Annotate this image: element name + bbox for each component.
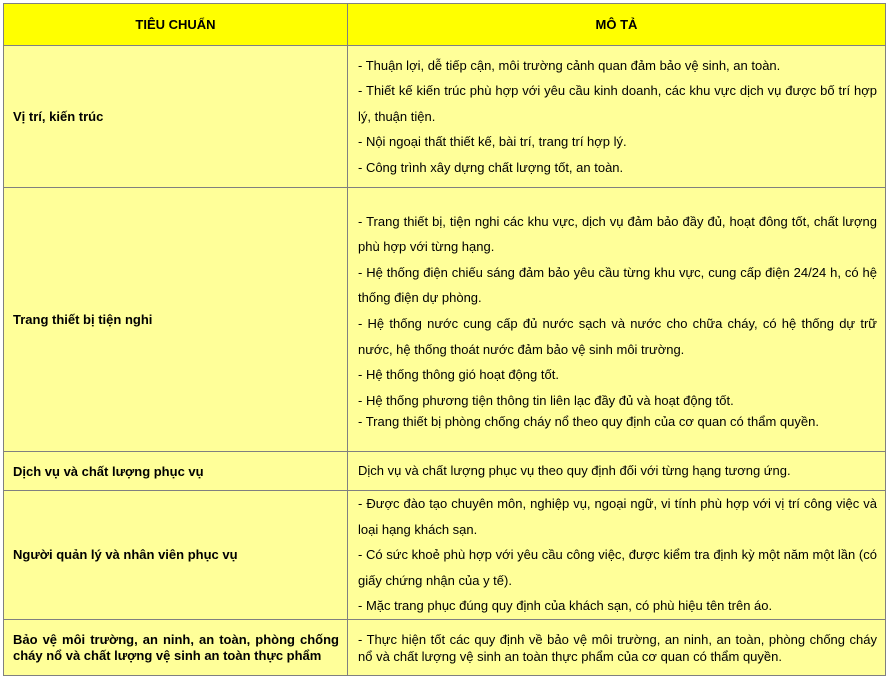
criterion-cell: Trang thiết bị tiện nghi [4,188,348,452]
standards-table [3,3,886,676]
description-line: - Công trình xây dựng chất lượng tốt, an toàn. [358,159,624,175]
header-row [4,4,886,46]
description-line: - Nội ngoại thất thiết kế, bài trí, trang trí hợp lý. [358,134,627,150]
description-line: - Hệ thống thông gió hoạt động tốt. [358,367,559,383]
description-line: - Thực hiện tốt các quy định về bảo vệ môi trường, an ninh, an toàn, phòng chống cháy nổ và chất lượng vệ sinh an toàn thực phẩm của cơ quan có thẩm quyền. [358,632,877,665]
table-row [4,188,886,452]
criterion-cell: Vị trí, kiến trúc [4,46,348,188]
description-line: - Thiết kế kiến trúc phù hợp với yêu cầu kinh doanh, các khu vực dịch vụ được bố trí hợp lý, thuận tiện. [358,83,877,124]
description-line: - Thuận lợi, dễ tiếp cận, môi trường cảnh quan đảm bảo vệ sinh, an toàn. [358,57,781,73]
description-line: - Có sức khoẻ phù hợp với yêu cầu công việc, được kiểm tra định kỳ một năm một lần (có giấy chứng nhận của y tế). [358,547,877,588]
description-cell [348,452,886,491]
table-row [4,46,886,188]
criterion-cell: Dịch vụ và chất lượng phục vụ [4,452,348,491]
description-line: - Trang thiết bị, tiện nghi các khu vực, dịch vụ đảm bảo đầy đủ, hoạt đông tốt, chất lượng phù hợp với từng hạng. [358,213,877,255]
description-line: - Trang thiết bị phòng chống cháy nổ theo quy định của cơ quan có thẩm quyền. [358,414,819,430]
table-row [4,491,886,620]
criterion-cell: Người quản lý và nhân viên phục vụ [4,491,348,620]
criterion-header: TIÊU CHUẨN [4,4,348,46]
description-line: - Hệ thống điện chiếu sáng đảm bảo yêu cầu từng khu vực, cung cấp điện 24/24 h, có hệ thống điện dự phòng. [358,264,877,306]
description-line: - Hệ thống phương tiện thông tin liên lạc đầy đủ và hoạt động tốt. [358,392,734,408]
description-line: Dịch vụ và chất lượng phục vụ theo quy định đối với từng hạng tương ứng. [358,463,791,478]
description-header: MÔ TẢ [348,4,886,46]
description-cell [348,619,886,675]
description-cell [348,46,886,188]
criterion-cell: Bảo vệ môi trường, an ninh, an toàn, phòng chống cháy nổ và chất lượng vệ sinh an toàn thực phẩm [4,619,348,675]
description-line: - Được đào tạo chuyên môn, nghiệp vụ, ngoại ngữ, vi tính phù hợp với vị trí công việc và loại hạng khách sạn. [358,496,877,537]
description-line: - Hệ thống nước cung cấp đủ nước sạch và nước cho chữa cháy, có hệ thống dự trữ nước, hệ thống thoát nước đảm bảo vệ sinh môi trường. [358,316,877,357]
description-line: - Mặc trang phục đúng quy định của khách sạn, có phù hiệu tên trên áo. [358,598,773,614]
table-row [4,619,886,675]
description-cell [348,491,886,620]
table-row [4,452,886,491]
description-cell [348,188,886,452]
